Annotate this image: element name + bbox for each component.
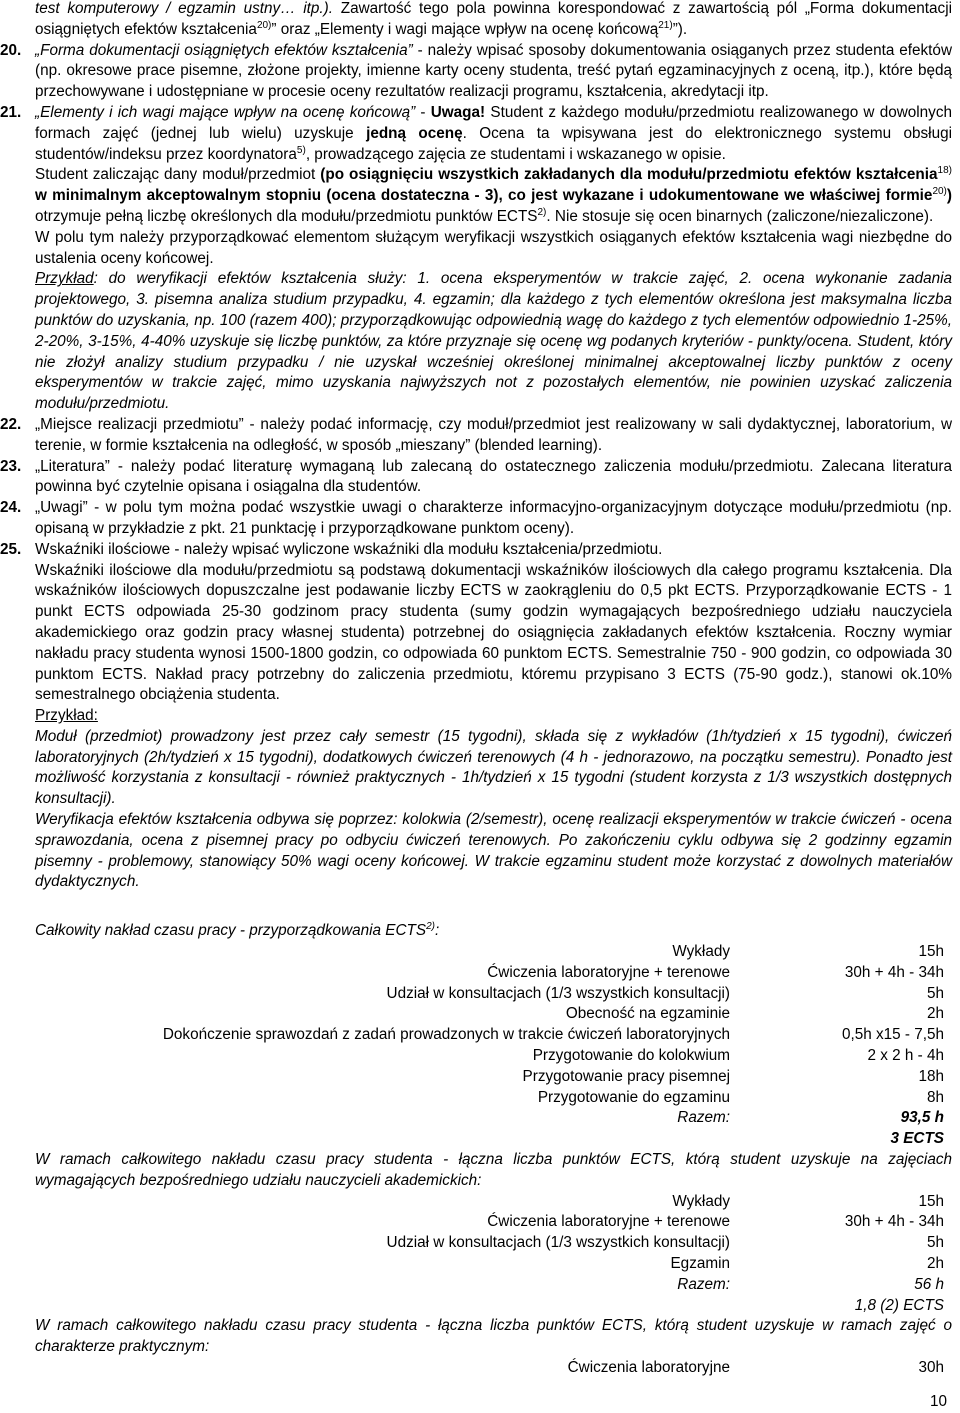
ects-row-value: 1,8 (2) ECTS — [854, 1296, 944, 1314]
ects-row-label: Ćwiczenia laboratoryjne — [567, 1359, 730, 1376]
item-number: 21. — [0, 103, 22, 121]
ects-total-table — [35, 942, 944, 1150]
intro-paragraph: test komputerowy / egzamin ustny… itp.). Zawartość tego pola powinna korespondować z zawartością pól „Forma dokumentacji osiągniętych efektów kształcenia$^{20)}$” oraz „Elementy i wagi mające wpływ na ocenę końcową$^{21)}$”). — [35, 0, 952, 38]
item-number: 25. — [0, 540, 22, 558]
ects-row-value: 18h — [918, 1067, 944, 1085]
ects-row — [35, 1088, 944, 1109]
ects-row-label: Dokończenie sprawozdań z zadań prowadzonych w trakcie ćwiczeń laboratoryjnych — [162, 1026, 730, 1044]
ects-row-value: 5h — [926, 1234, 944, 1252]
item-21: 21. „Elementy i ich wagi mające wpływ na ocenę końcową” - Uwaga! Student z każdego modułu/przedmiotu realizowanego w dowolnych formach zajęć (jednej lub wielu) uzyskuje jedną ocenę. Ocena ta wpisywana jest do elektronicznego systemu obsługi studentów/indeksu przez koordynatora$^{5)}$, prowadzącego zajęcia ze studentami i wskazanego w opisie. Student zaliczając dany moduł/przedmiot (po osiągnięciu wszystkich zakładanych dla modułu/przedmiotu efektów kształcenia$^{18)}$ w minimalnym akceptowalnym stopniu (ocena dostateczna - 3), co jest wykazane i udokumentowane we właściwej formie$^{20)}$) otrzymuje pełną liczbę określonych dla modułu/przedmiotu punktów ECTS$^{2)}$. Nie stosuje się ocen binarnych (zaliczone/niezaliczone). W polu tym należy przyporządkować elementom służącym weryfikacji wszystkich osiąganych efektów kształcenia wagi niezbędne do ustalenia oceny końcowej. Przykład: do weryfikacji efektów kształcenia służy: 1. ocena eksperymentów w trakcie zajęć, 2. ocena wykonanie zadania projektowego, 3. pisemna analiza studium przypadku, 4. egzamin; dla każdego z tych elementów określona jest maksymalna liczba punktów do uzyskania, np. 100 (razem 400); przyporządkowując odpowiednią wagę do każdego z tych elementów odpowiednio 1-25%, 2-20%, 3-15%, 4-40% uzyskuje się liczbę punktów, za które przyznaje się ocenę wg podanych kryteriów - punkty/ocena. Student, który nie złożył analizy studium przypadku / nie uzyskał wcześniej określonej minimalnej akceptowalnej liczby punktów z oceny eksperymentów w trakcie zajęć, mimo uzyskania najwyższych not z pozostałych elementów, nie powinien uzyskać zaliczenia modułu/przedmiotu. — [0, 103, 952, 413]
ects-row-label: Egzamin — [670, 1255, 730, 1273]
ects-row-value: 0,5h x15 - 7,5h — [841, 1026, 944, 1044]
item-23: 23. „Literatura” - należy podać literaturę wymaganą lub zalecaną do ostatecznego zaliczenia modułu/przedmiotu. Zalecana literatura powinna być czytelnie opisana i osiągalna dla studentów. — [0, 457, 952, 496]
ects-row — [35, 1275, 944, 1296]
example-label: Przykład: — [35, 707, 98, 725]
ects-row-value: 8h — [926, 1088, 944, 1106]
item-25: 25. Wskaźniki ilościowe - należy wpisać wyliczone wskaźniki dla modułu kształcenia/przedmiotu. Wskaźniki ilościowe dla modułu/przedmiotu są podstawą dokumentacji wskaźników ilościowych dla całego programu kształcenia. Dla wskaźników ilościowych dopuszczalne jest podawanie liczby ECTS w zaokrągleniu do 0,5 pkt ECTS. Przyporządkowanie ECTS - 1 punkt ECTS odpowiada 25-30 godzinom pracy studenta (sumy godzin wymagających bezpośredniego udziału nauczyciela akademickiego oraz godzin pracy własnej studenta) potrzebnej do osiągnięcia zakładanych efektów kształcenia. Roczny wymiar nakładu pracy studenta wynosi 1500-1800 godzin, co odpowiada 60 punktom ECTS. Semestralnie 750 - 900 godzin, co odpowiada 30 punktom ECTS. Nakład pracy potrzebny do zaliczenia przedmiotu, któremu przypisano 3 ECTS (75-90 godz.), stanowi ok.10% semestralnego obciążenia studenta. Przykład: Moduł (przedmiot) prowadzony jest przez cały semestr (15 tygodni), składa się z wykładów (1h/tydzień x 15 tygodni), ćwiczeń laboratoryjnych (2h/tydzień x 15 tygodni), dodatkowych ćwiczeń terenowych (4 h - jednorazowo, na początku semestru). Ponadto jest możliwość korzystania z konsultacji - również praktycznych - 1h/tydzień x 15 tygodni (student korzysta z 1/3 wszystkich dostępnych konsultacji). Weryfikacja efektów kształcenia odbywa się poprzez: kolokwia (2/semestr), ocenę realizacji eksperymentów w trakcie ćwiczeń - ocena sprawozdania, ocena z pisemnej pracy po odbyciu ćwiczeń terenowych. Po zakończeniu cyklu odbywa się 2 godzinny egzamin pisemny - problemowy, stanowiący 50% wagi oceny końcowej. W trakcie egzaminu student może korzystać z dowolnych materiałów dydaktycznych. — [0, 540, 952, 891]
item-number: 20. — [0, 41, 22, 59]
ects-row-value: 30h + 4h - 34h — [844, 1213, 944, 1231]
ects-row-label: Ćwiczenia laboratoryjne + terenowe — [487, 963, 730, 981]
ects-row-label: Przygotowanie pracy pisemnej — [522, 1067, 730, 1085]
ects-row-label: Obecność na egzaminie — [565, 1005, 730, 1023]
ects-row — [35, 963, 944, 984]
ects-row-label: Razem: — [677, 1275, 730, 1293]
page-number: 10 — [930, 1393, 948, 1410]
ects-row-label: Wykłady — [672, 943, 730, 961]
ects-row-value: 5h — [926, 984, 944, 1002]
ects-row-value: 15h — [918, 943, 944, 961]
ects-row — [35, 942, 944, 963]
ects-row — [35, 1254, 944, 1275]
item-number: 22. — [0, 415, 22, 433]
ects-row-value: 30h + 4h - 34h — [844, 963, 944, 981]
ects-row — [35, 1233, 944, 1254]
ects-row-label: Wykłady — [672, 1192, 730, 1210]
ects-row — [35, 1358, 944, 1379]
ects-row-value: 15h — [918, 1192, 944, 1210]
ects-row-label: Udział w konsultacjach (1/3 wszystkich konsultacji) — [386, 984, 730, 1002]
ects-row — [35, 1046, 944, 1067]
ects-row — [35, 1296, 944, 1317]
ects-row-label: Przygotowanie do egzaminu — [537, 1088, 730, 1106]
ects-row-value: 30h — [918, 1359, 944, 1376]
ects-direct-table — [35, 1192, 944, 1317]
ects-row-label — [35, 1129, 730, 1150]
ects-row — [35, 984, 944, 1005]
ects-row-label: Razem: — [677, 1109, 730, 1127]
ects-title: Całkowity nakład czasu pracy - przyporządkowania ECTS$^{2)}$: — [35, 921, 440, 940]
example-label: Przykład — [35, 270, 94, 288]
ects-row — [35, 1067, 944, 1088]
item-22: 22. „Miejsce realizacji przedmiotu” - należy podać informację, czy moduł/przedmiot jest realizowany w sali dydaktycznej, laboratorium, w terenie, w formie kształcenia na odległość, w sposób „mieszany” (blended learning). — [0, 415, 952, 454]
ects-row-label: Przygotowanie do kolokwium — [532, 1047, 730, 1065]
ects-row-value: 2h — [926, 1255, 944, 1273]
item-number: 24. — [0, 499, 22, 517]
ects-row — [35, 1108, 944, 1129]
ects-row-value: 93,5 h — [900, 1109, 944, 1127]
ects-row — [35, 1025, 944, 1046]
intro-italic: test komputerowy / egzamin ustny… itp.). — [35, 0, 333, 17]
item-20: 20. „Forma dokumentacji osiągniętych efektów kształcenia” - należy wpisać sposoby dokumentowania osiąganych przez studenta efektów (np. okresowe prace pisemne, złożone projekty, imienne karty oceny studenta, treść pytań egzaminacyjnych z oceną, itp.), które będą przechowywane i udostępniane w procesie oceny rezultatów realizacji programu, kształcenia, akredytacji itp. — [0, 41, 952, 101]
ects-direct-paragraph: W ramach całkowitego nakładu czasu pracy studenta - łączna liczba punktów ECTS, którą student uzyskuje na zajęciach wymagających bezpośredniego udziału nauczycieli akademickich: — [35, 1151, 952, 1189]
ects-row — [35, 1129, 944, 1150]
ects-row — [35, 1192, 944, 1213]
ects-row-value: 2 x 2 h - 4h — [867, 1047, 944, 1065]
ects-row-label — [35, 1296, 730, 1317]
ects-practical-table — [35, 1358, 944, 1379]
ects-practical-paragraph: W ramach całkowitego nakładu czasu pracy studenta - łączna liczba punktów ECTS, którą student uzyskuje w ramach zajęć o charakterze praktycznym: — [35, 1317, 952, 1356]
ects-row — [35, 1212, 944, 1233]
item-number: 23. — [0, 457, 22, 475]
item-24: 24. „Uwagi” - w polu tym można podać wszystkie uwagi o charakterze informacyjno-organizacyjnym dotyczące modułu/przedmiotu (np. opisaną w przykładzie z pkt. 21 punktację i przyporządkowane punktom oceny). — [0, 499, 952, 537]
ects-row-value: 56 h — [914, 1275, 944, 1293]
ects-row-value: 3 ECTS — [890, 1130, 944, 1148]
ects-row-label: Ćwiczenia laboratoryjne + terenowe — [487, 1213, 730, 1231]
ects-row — [35, 1004, 944, 1025]
ects-row-value: 2h — [926, 1005, 944, 1023]
ects-row-label: Udział w konsultacjach (1/3 wszystkich konsultacji) — [386, 1234, 730, 1252]
